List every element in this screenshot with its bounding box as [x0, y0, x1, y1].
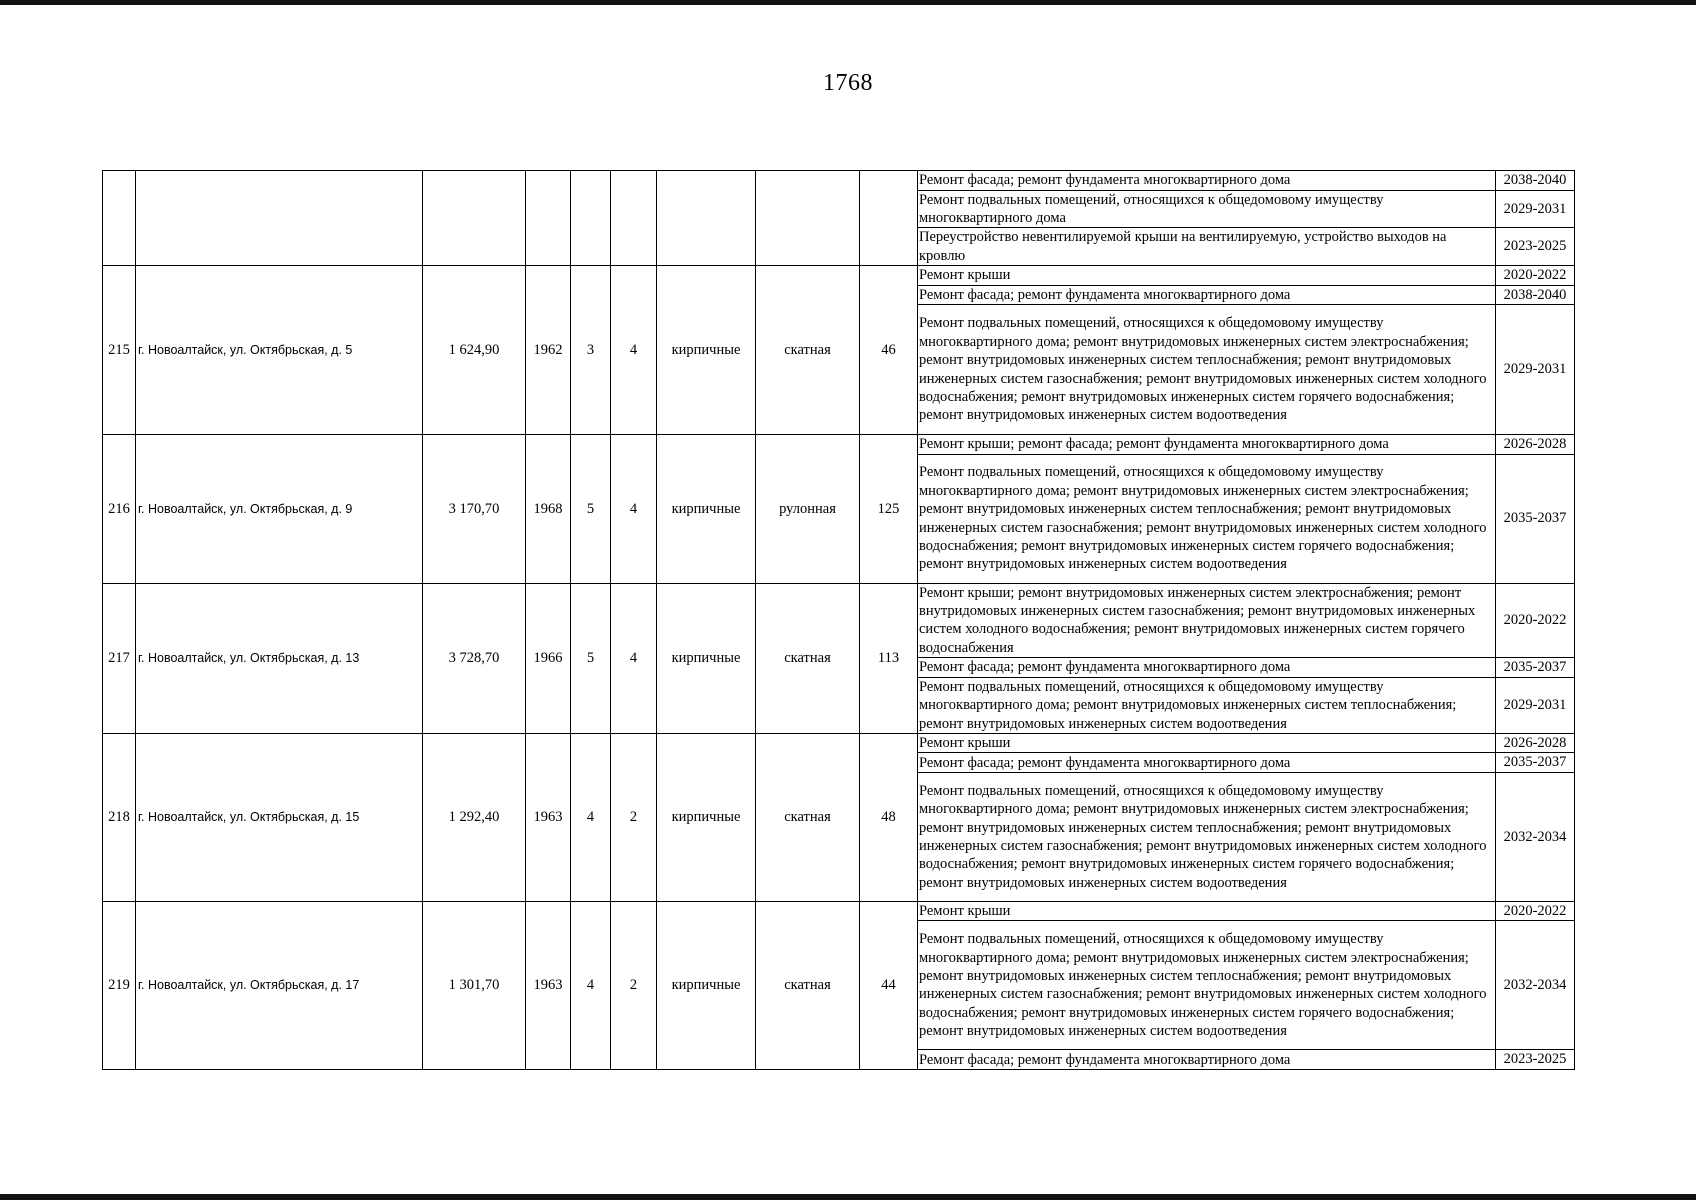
entrance-count: 4 — [611, 583, 657, 733]
floor-count: 5 — [571, 583, 611, 733]
table-body — [103, 171, 1575, 1070]
house-area: 1 292,40 — [423, 733, 526, 901]
entrance-count: 2 — [611, 901, 657, 1069]
repair-period: 2029-2031 — [1496, 677, 1575, 733]
build-year: 1968 — [526, 435, 571, 584]
house-area: 1 301,70 — [423, 901, 526, 1069]
repair-period: 2035-2037 — [1496, 753, 1575, 773]
scan-edge-top — [0, 0, 1696, 5]
repair-work-description: Ремонт подвальных помещений, относящихся к общедомовому имуществу многоквартирного дома; ремонт внутридомовых инженерных систем электроснабжения; ремонт внутридомовых инженерных систем теплоснабжения; ремонт внутридомовых инженерных систем газоснабжения; ремонт внутридомовых инженерных систем холодного водоснабжения; ремонт внутридомовых инженерных систем горячего водоснабжения; ремонт внутридомовых инженерных систем водоотведения — [918, 454, 1496, 583]
resident-count: 48 — [860, 733, 918, 901]
repair-work-description: Ремонт подвальных помещений, относящихся к общедомовому имуществу многоквартирного дома; ремонт внутридомовых инженерных систем электроснабжения; ремонт внутридомовых инженерных систем теплоснабжения; ремонт внутридомовых инженерных систем газоснабжения; ремонт внутридомовых инженерных систем холодного водоснабжения; ремонт внутридомовых инженерных систем горячего водоснабжения; ремонт внутридомовых инженерных систем водоотведения — [918, 772, 1496, 901]
scan-edge-bottom — [0, 1194, 1696, 1200]
repair-period: 2026-2028 — [1496, 435, 1575, 455]
repair-period: 2023-2025 — [1496, 228, 1575, 266]
table-row — [103, 266, 1575, 286]
repair-work-description: Ремонт подвальных помещений, относящихся к общедомовому имуществу многоквартирного дома; ремонт внутридомовых инженерных систем теплоснабжения; ремонт внутридомовых инженерных систем водоотведения — [918, 677, 1496, 733]
repair-period: 2029-2031 — [1496, 190, 1575, 228]
house-address: г. Новоалтайск, ул. Октябрьская, д. 5 — [136, 266, 423, 435]
repair-period: 2038-2040 — [1496, 285, 1575, 305]
house-number — [103, 171, 136, 266]
build-year: 1966 — [526, 583, 571, 733]
roof-type: скатная — [756, 901, 860, 1069]
house-address: г. Новоалтайск, ул. Октябрьская, д. 15 — [136, 733, 423, 901]
resident-count: 113 — [860, 583, 918, 733]
floor-count: 4 — [571, 901, 611, 1069]
repair-work-description: Ремонт фасада; ремонт фундамента многоквартирного дома — [918, 658, 1496, 678]
repair-period: 2035-2037 — [1496, 454, 1575, 583]
entrance-count: 2 — [611, 733, 657, 901]
entrance-count: 4 — [611, 266, 657, 435]
repair-work-description: Ремонт подвальных помещений, относящихся к общедомовому имуществу многоквартирного дома; ремонт внутридомовых инженерных систем электроснабжения; ремонт внутридомовых инженерных систем теплоснабжения; ремонт внутридомовых инженерных систем газоснабжения; ремонт внутридомовых инженерных систем холодного водоснабжения; ремонт внутридомовых инженерных систем горячего водоснабжения; ремонт внутридомовых инженерных систем водоотведения — [918, 921, 1496, 1050]
house-area: 1 624,90 — [423, 266, 526, 435]
repair-work-description: Ремонт фасада; ремонт фундамента многоквартирного дома — [918, 171, 1496, 191]
roof-type: скатная — [756, 733, 860, 901]
wall-material: кирпичные — [657, 435, 756, 584]
wall-material: кирпичные — [657, 583, 756, 733]
repair-period: 2032-2034 — [1496, 772, 1575, 901]
floor-count: 4 — [571, 733, 611, 901]
table-row — [103, 435, 1575, 455]
wall-material: кирпичные — [657, 901, 756, 1069]
roof-type: скатная — [756, 583, 860, 733]
resident-count: 125 — [860, 435, 918, 584]
floor-count — [571, 171, 611, 266]
repair-period: 2020-2022 — [1496, 901, 1575, 921]
house-address: г. Новоалтайск, ул. Октябрьская, д. 17 — [136, 901, 423, 1069]
house-address: г. Новоалтайск, ул. Октябрьская, д. 9 — [136, 435, 423, 584]
repair-work-description: Ремонт крыши — [918, 266, 1496, 286]
resident-count: 46 — [860, 266, 918, 435]
house-area: 3 170,70 — [423, 435, 526, 584]
repair-period: 2023-2025 — [1496, 1050, 1575, 1070]
house-address: г. Новоалтайск, ул. Октябрьская, д. 13 — [136, 583, 423, 733]
repair-period: 2026-2028 — [1496, 733, 1575, 753]
house-number: 217 — [103, 583, 136, 733]
repair-period: 2032-2034 — [1496, 921, 1575, 1050]
page-number: 1768 — [823, 70, 873, 96]
repair-work-description: Ремонт фасада; ремонт фундамента многоквартирного дома — [918, 285, 1496, 305]
roof-type — [756, 171, 860, 266]
repair-work-description: Переустройство невентилируемой крыши на вентилируемую, устройство выходов на кровлю — [918, 228, 1496, 266]
wall-material — [657, 171, 756, 266]
repair-period: 2029-2031 — [1496, 305, 1575, 435]
house-number: 219 — [103, 901, 136, 1069]
house-area — [423, 171, 526, 266]
repair-work-description: Ремонт фасада; ремонт фундамента многоквартирного дома — [918, 1050, 1496, 1070]
repair-period: 2038-2040 — [1496, 171, 1575, 191]
house-address — [136, 171, 423, 266]
table-row — [103, 583, 1575, 658]
entrance-count: 4 — [611, 435, 657, 584]
build-year: 1963 — [526, 901, 571, 1069]
build-year — [526, 171, 571, 266]
repair-period: 2020-2022 — [1496, 266, 1575, 286]
house-number: 218 — [103, 733, 136, 901]
repair-period: 2035-2037 — [1496, 658, 1575, 678]
resident-count — [860, 171, 918, 266]
table-row — [103, 901, 1575, 921]
floor-count: 3 — [571, 266, 611, 435]
repair-work-description: Ремонт крыши — [918, 901, 1496, 921]
repair-period: 2020-2022 — [1496, 583, 1575, 658]
table-row — [103, 733, 1575, 753]
house-number: 216 — [103, 435, 136, 584]
repair-work-description: Ремонт крыши — [918, 733, 1496, 753]
resident-count: 44 — [860, 901, 918, 1069]
build-year: 1963 — [526, 733, 571, 901]
entrance-count — [611, 171, 657, 266]
repair-work-description: Ремонт крыши; ремонт внутридомовых инженерных систем электроснабжения; ремонт внутридомовых инженерных систем газоснабжения; ремонт внутридомовых инженерных систем холодного водоснабжения; ремонт внутридомовых инженерных систем горячего водоснабжения — [918, 583, 1496, 658]
wall-material: кирпичные — [657, 733, 756, 901]
repair-work-description: Ремонт подвальных помещений, относящихся к общедомовому имуществу многоквартирного дома — [918, 190, 1496, 228]
roof-type: рулонная — [756, 435, 860, 584]
floor-count: 5 — [571, 435, 611, 584]
build-year: 1962 — [526, 266, 571, 435]
house-number: 215 — [103, 266, 136, 435]
repair-work-description: Ремонт крыши; ремонт фасада; ремонт фундамента многоквартирного дома — [918, 435, 1496, 455]
roof-type: скатная — [756, 266, 860, 435]
repair-work-description: Ремонт фасада; ремонт фундамента многоквартирного дома — [918, 753, 1496, 773]
repair-schedule-table — [102, 170, 1575, 1070]
house-area: 3 728,70 — [423, 583, 526, 733]
table-row — [103, 171, 1575, 191]
repair-work-description: Ремонт подвальных помещений, относящихся к общедомовому имуществу многоквартирного дома; ремонт внутридомовых инженерных систем электроснабжения; ремонт внутридомовых инженерных систем теплоснабжения; ремонт внутридомовых инженерных систем газоснабжения; ремонт внутридомовых инженерных систем холодного водоснабжения; ремонт внутридомовых инженерных систем горячего водоснабжения; ремонт внутридомовых инженерных систем водоотведения — [918, 305, 1496, 435]
wall-material: кирпичные — [657, 266, 756, 435]
